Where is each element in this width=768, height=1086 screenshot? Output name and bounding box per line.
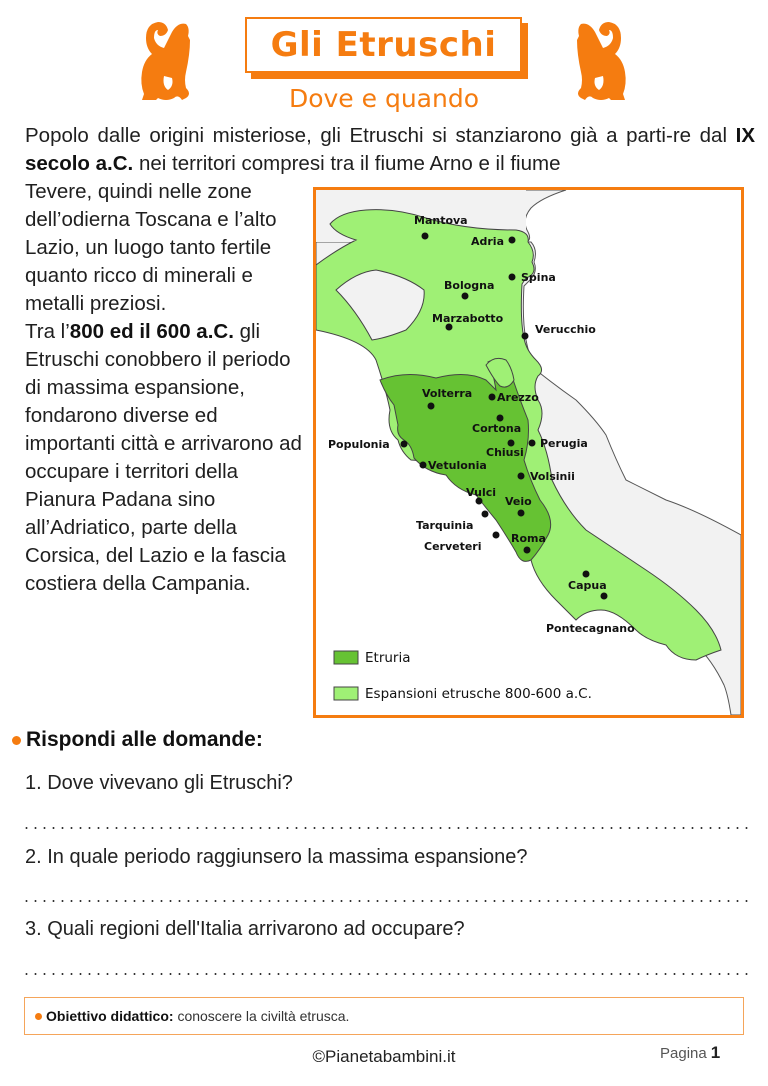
city-cortona: Cortona bbox=[472, 422, 522, 435]
etruria-map bbox=[313, 187, 744, 718]
legend-expansion-label: Espansioni etrusche 800-600 a.C. bbox=[365, 686, 592, 702]
answer-line-1[interactable] bbox=[22, 826, 748, 830]
city-vetulonia: Vetulonia bbox=[428, 459, 487, 472]
objective-box bbox=[24, 997, 744, 1035]
body-text-prefix: Tra l’ bbox=[25, 320, 70, 343]
city-arezzo: Arezzo bbox=[497, 391, 539, 404]
objective-text: conoscere la civiltà etrusca. bbox=[173, 1008, 350, 1024]
city-populonia: Populonia bbox=[328, 438, 390, 451]
page-number-value: 1 bbox=[710, 1043, 721, 1062]
legend-etruria-swatch bbox=[334, 651, 358, 664]
body-paragraph-2 bbox=[25, 318, 310, 598]
city-perugia: Perugia bbox=[540, 437, 588, 450]
body-bold-dates: 800 ed il 600 a.C. bbox=[69, 320, 234, 343]
city-marzabotto: Marzabotto bbox=[432, 312, 504, 325]
body-paragraph-1: Tevere, quindi nelle zone dell’odierna Toscana e l’alto Lazio, un luogo tanto fertile quanto ricco di minerali e metalli preziosi. bbox=[25, 180, 277, 315]
body-column bbox=[25, 178, 310, 598]
city-adria: Adria bbox=[471, 235, 505, 248]
question-2: 2. In quale periodo raggiunsero la massima espansione? bbox=[25, 846, 528, 868]
answer-line-2[interactable] bbox=[22, 899, 748, 903]
bullet-icon bbox=[12, 736, 21, 745]
city-veio: Veio bbox=[505, 495, 532, 508]
legend-expansion-swatch bbox=[334, 687, 358, 700]
city-chiusi: Chiusi bbox=[486, 446, 524, 459]
title-box bbox=[245, 17, 522, 73]
intro-paragraph bbox=[25, 122, 755, 178]
intro-bold-century: IX secolo a.C. bbox=[25, 124, 755, 175]
city-spina: Spina bbox=[521, 271, 556, 284]
copyright: ©Pianetabambini.it bbox=[312, 1047, 456, 1066]
city-bologna: Bologna bbox=[444, 279, 495, 292]
map-graphic bbox=[316, 190, 741, 715]
question-3: 3. Quali regioni dell'Italia arrivarono ad occupare? bbox=[25, 918, 465, 940]
legend-etruria-label: Etruria bbox=[365, 650, 411, 666]
page-subtitle: Dove e quando bbox=[288, 84, 480, 113]
page-title: Gli Etruschi bbox=[270, 25, 497, 65]
bullet-icon bbox=[35, 1013, 42, 1020]
answer-line-3[interactable] bbox=[22, 972, 748, 976]
questions-heading-text: Rispondi alle domande: bbox=[26, 728, 263, 751]
page-label: Pagina bbox=[660, 1045, 707, 1062]
city-tarquinia: Tarquinia bbox=[416, 519, 474, 532]
city-cerveteri: Cerveteri bbox=[424, 540, 482, 553]
city-roma: Roma bbox=[511, 532, 546, 545]
city-vulci: Vulci bbox=[466, 486, 497, 499]
city-mantova: Mantova bbox=[414, 214, 468, 227]
city-capua: Capua bbox=[568, 579, 607, 592]
intro-text-2: nei territori compresi tra il fiume Arno e il fiume bbox=[133, 152, 561, 175]
city-verucchio: Verucchio bbox=[535, 323, 596, 336]
questions-heading bbox=[12, 728, 263, 752]
city-pontecagnano: Pontecagnano bbox=[546, 622, 635, 635]
city-volsinii: Volsinii bbox=[530, 470, 575, 483]
question-1: 1. Dove vivevano gli Etruschi? bbox=[25, 772, 293, 794]
title-banner bbox=[245, 17, 522, 73]
body-text-suffix: gli Etruschi conobbero il periodo di massima espansione, fondarono diverse ed importanti città e arrivarono ad occupare i territori della Pianura Padana sino all’Adriatico, parte della Corsica, del Lazio e la fascia costiera della Campania. bbox=[25, 320, 302, 595]
page-number bbox=[660, 1043, 720, 1063]
objective-label: Obiettivo didattico: bbox=[46, 1008, 174, 1024]
city-volterra: Volterra bbox=[422, 387, 473, 400]
intro-text-1: Popolo dalle origini misteriose, gli Etruschi si stanziarono già a parti-re dal bbox=[25, 124, 736, 147]
